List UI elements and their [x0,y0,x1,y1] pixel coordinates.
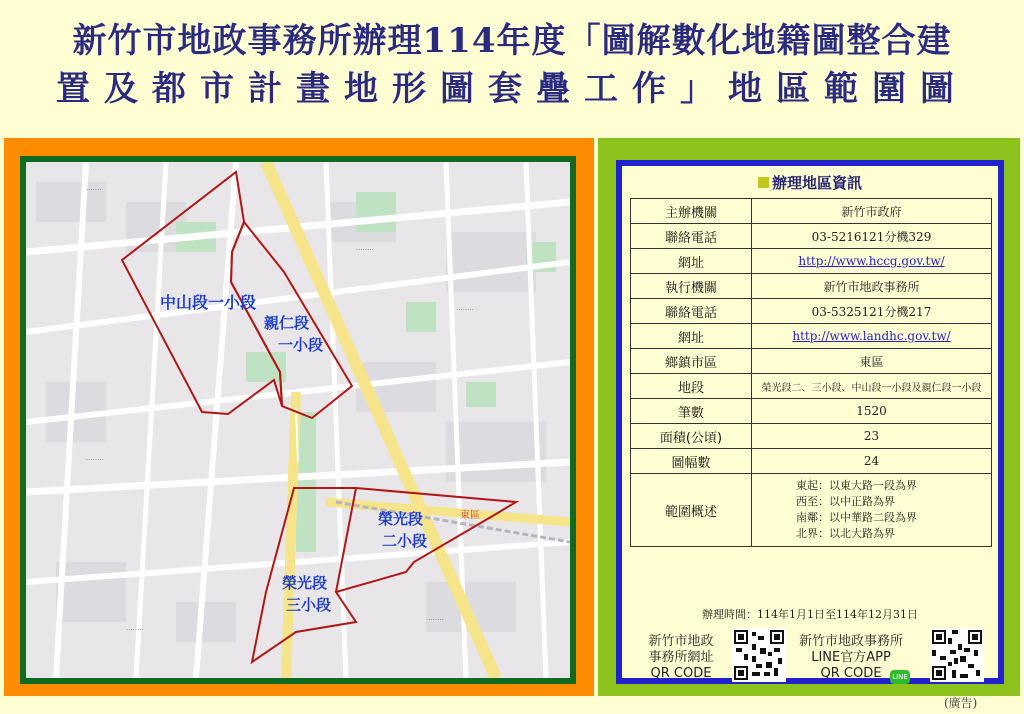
info-table [630,198,992,547]
table-row: 網址 http://www.hccg.gov.tw/ [631,249,992,274]
map-svg [26,162,570,678]
work-period: 辦理時間：114年1月1日至114年12月31日 [702,608,918,621]
label-zhongshan: 中山段一小段 [160,293,257,312]
title-line-2: 置及都市計畫地形圖套疊工作」地區範圍圖 [56,69,968,109]
svg-text:·······: ······· [86,186,102,194]
qr-code-icon [732,628,786,682]
info-frame [616,160,1004,684]
qr2-label: 新竹市地政事務所 LINE官方APP QR CODE [798,634,903,681]
info-panel [622,166,998,681]
qr-code-icon [930,628,984,682]
table-row: 聯絡電話 03-5216121分機329 [631,224,992,249]
qr-code-line-app[interactable] [930,628,984,682]
table-row: 範圍概述 東起：以東大路一段為界 西至：以中正路為界 南鄰：以中華路二段為界 北界：以北大路為界 [631,474,992,547]
label-district: 東區 [460,510,480,521]
table-row: 筆數 1520 [631,399,992,424]
panel-title: 辦理地區資訊 [622,172,998,193]
label-qinren: 親仁段 [264,314,310,332]
table-row: 執行機關 新竹市地政事務所 [631,274,992,299]
area-map[interactable] [26,162,570,678]
svg-text:········: ········ [126,626,144,634]
info-section [598,138,1020,696]
svg-text:········: ········ [356,246,374,254]
label-qinren-sub: 一小段 [278,336,324,354]
label-rongguang-3: 榮光段 [282,574,328,592]
label-rongguang-2-sub: 二小段 [382,532,428,550]
table-row: 面積(公頃) 23 [631,424,992,449]
qr1-label: 新竹市地政 事務所網址 QR CODE [648,634,714,681]
page-title [0,18,1024,114]
map-frame [20,156,576,684]
hccg-link[interactable]: http://www.hccg.gov.tw/ [798,254,945,268]
table-row: 聯絡電話 03-5325121分機217 [631,299,992,324]
title-line-1: 新竹市地政事務所辦理114年度「圖解數化地籍圖整合建 [72,21,952,61]
svg-text:········: ········ [426,616,444,624]
table-row: 主辦機關 新竹市政府 [631,199,992,224]
table-row: 網址 http://www.landhc.gov.tw/ [631,324,992,349]
scope-description: 東起：以東大路一段為界 西至：以中正路為界 南鄰：以中華路二段為界 北界：以北大路為界 [752,474,992,547]
table-row: 鄉鎮市區 東區 [631,349,992,374]
svg-text:········: ········ [86,456,104,464]
line-app-icon: LINE [890,670,910,684]
table-row: 地段 榮光段二、三小段、中山段一小段及親仁段一小段 [631,374,992,399]
map-section [4,138,594,696]
ad-label: (廣告) [944,696,978,710]
qr-code-website[interactable] [732,628,786,682]
square-bullet-icon [758,177,769,188]
label-rongguang-3-sub: 三小段 [286,596,332,614]
table-row: 圖幅數 24 [631,449,992,474]
label-rongguang-2: 榮光段 [378,510,424,528]
landhc-link[interactable]: http://www.landhc.gov.tw/ [792,329,951,343]
svg-text:········: ········ [456,306,474,314]
